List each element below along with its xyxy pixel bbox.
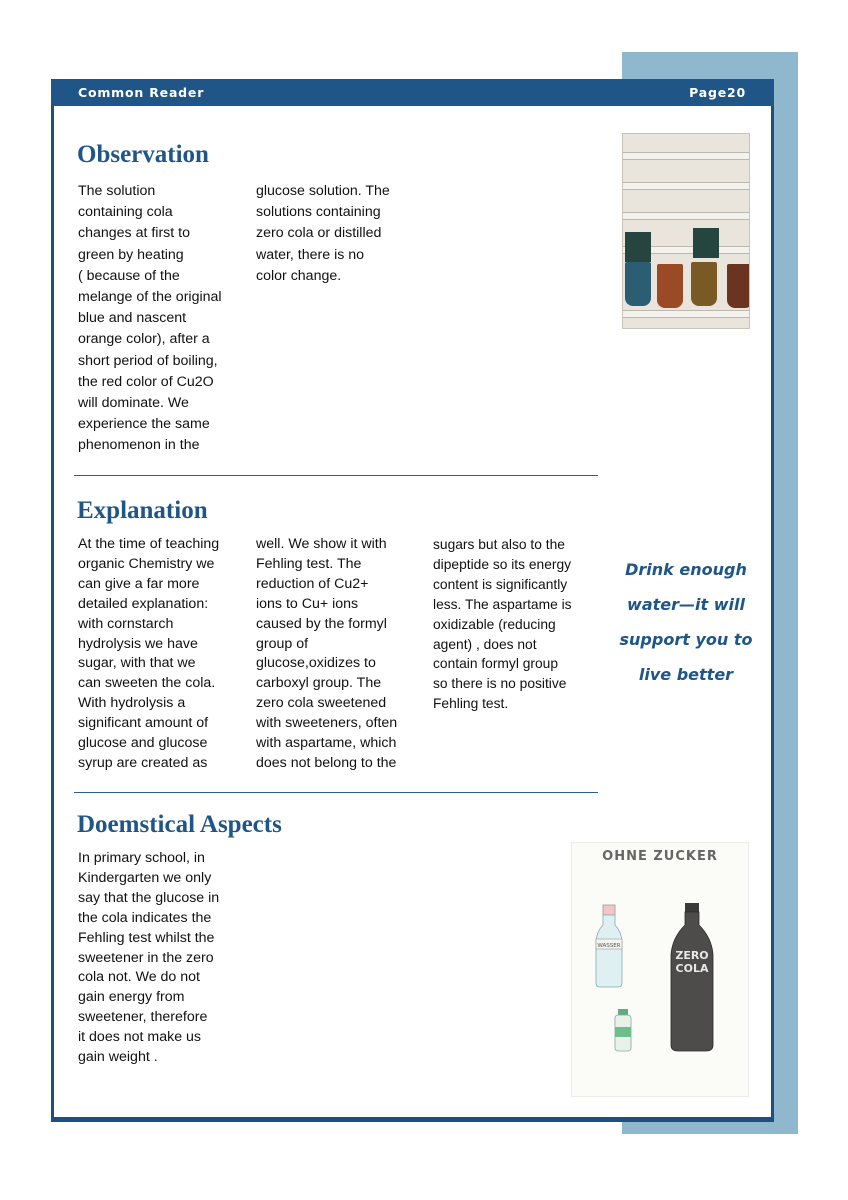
observation-text-col1: The solution containing cola changes at first to green by heating ( because of the melange of the original blue and nascent orange color), after a short period of boiling, the red color of Cu2O will dominate. We experience the same phenomenon in the <box>78 183 222 454</box>
water-bottle-label: WASSER <box>597 943 621 949</box>
domestic-heading: Doemstical Aspects <box>77 811 282 838</box>
publication-title: Common Reader <box>78 85 205 100</box>
page-number: Page20 <box>689 85 746 100</box>
pull-quote: Drink enough water—it will support you to live better <box>619 560 753 684</box>
drawing-title: OHNE ZUCKER <box>602 849 718 864</box>
bottles-illustration <box>572 843 748 1096</box>
header-bar <box>51 79 774 106</box>
section-divider <box>74 792 598 793</box>
explanation-text-col3: sugars but also to the dipeptide so its energy content is significantly less. The aspartame is oxidizable (reducing agent) , does not contain formyl group so there is no positive Fehling test. <box>433 537 572 712</box>
zero-cola-drawing <box>571 842 749 1097</box>
explanation-heading: Explanation <box>77 497 208 524</box>
explanation-text-col2: well. We show it with Fehling test. The reduction of Cu2+ ions to Cu+ ions caused by the formyl group of glucose,oxidizes to carboxyl group. The zero cola sweetened with sweeteners, often with aspartame, which does not belong to the <box>256 536 398 771</box>
explanation-text-col1: At the time of teaching organic Chemistry we can give a far more detailed explanation: with cornstarch hydrolysis we have sugar, with that we can sweeten the cola. With hydrolysis a significant amount of glucose and glucose syrup are created as <box>78 536 220 771</box>
domestic-text-col1: In primary school, in Kindergarten we only say that the glucose in the cola indicates the Fehling test whilst the sweetener in the zero cola not. We do not gain energy from sweetener, therefore it does not make us gain weight . <box>78 850 220 1066</box>
observation-text-col2: glucose solution. The solutions containing zero cola or distilled water, there is no color change. <box>256 183 390 284</box>
test-tubes-photo <box>622 133 750 329</box>
section-divider <box>74 475 598 476</box>
cola-label: COLA <box>675 962 709 975</box>
zero-label: ZERO <box>675 949 709 962</box>
observation-heading: Observation <box>77 141 209 168</box>
